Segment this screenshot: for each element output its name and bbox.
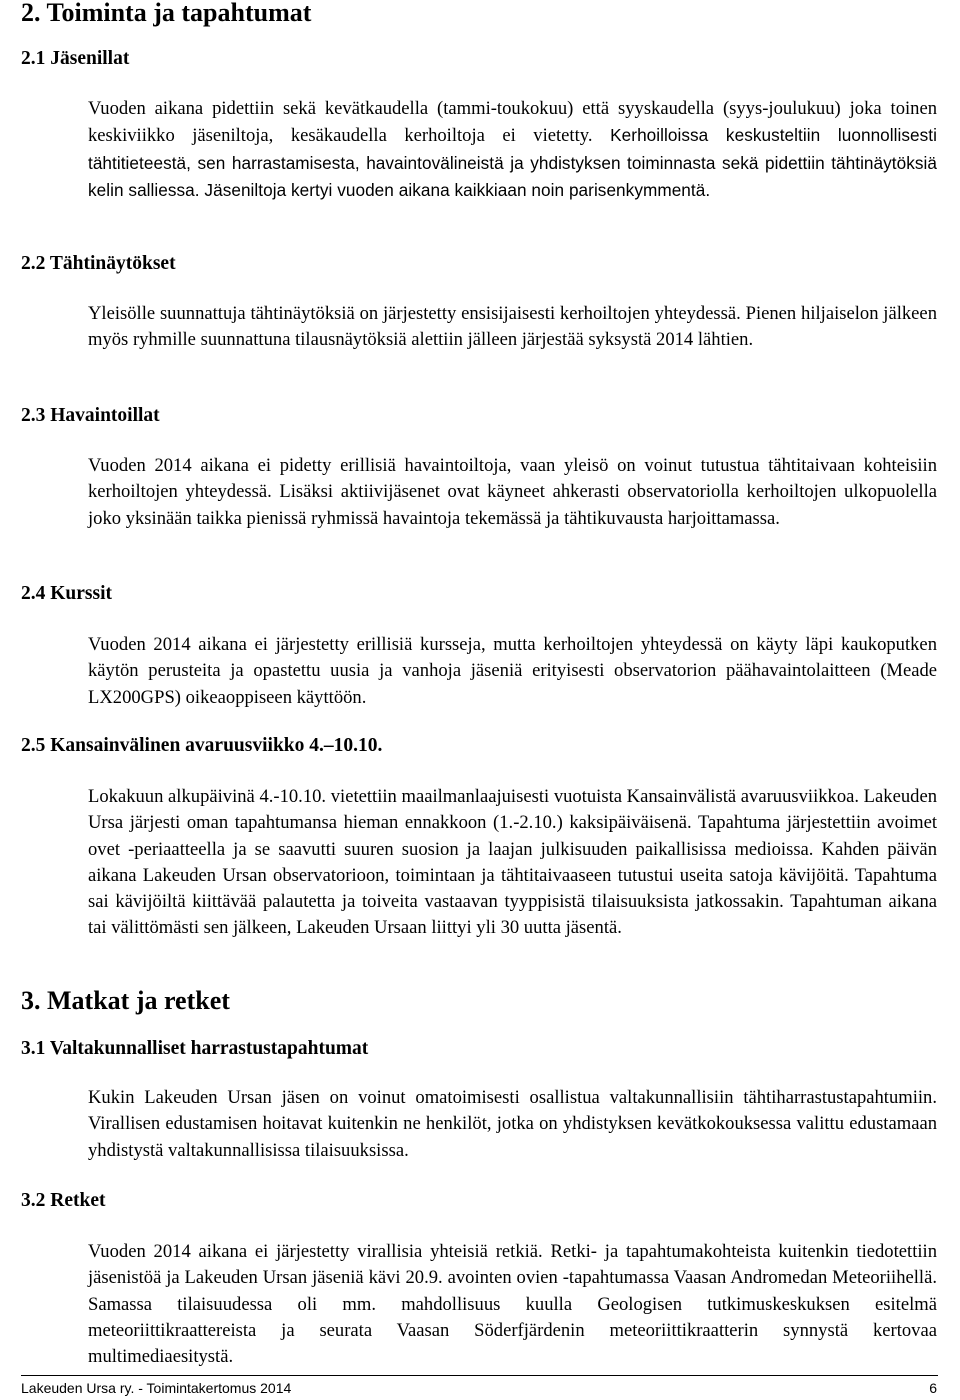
heading-2-5: 2.5 Kansainvälinen avaruusviikko 4.–10.10. [21,735,383,756]
heading-section-3: 3. Matkat ja retket [21,986,230,1015]
paragraph-2-5: Lokakuun alkupäivinä 4.-10.10. vietettiin maailmanlaajuisesti vuotuista Kansainvälistä avaruusviikkoa. Lakeuden Ursa järjesti oman tapahtumansa hieman ennakkoon (1.-2.10.) kaksipäiväisenä. Tapahtuma järjestettiin avoimet ovet -periaatteella ja se saavutti suuren suosion ja laajan julkisuuden paikallisissa medioissa. Kahden päivän aikana Lakeuden Ursan observatorioon, toimintaan ja tähtitaivaaseen tutustui useita satoja kävijöitä. Tapahtuma sai kävijöiltä kiittävää palautetta ja toiveita vastaavan tyyppisistä tilaisuuksista jatkossakin. Tapahtuman aikana tai välittömästi sen jälkeen, Lakeuden Ursaan liittyi yli 30 uutta jäsentä. [88,786,937,939]
footer-divider [21,1375,938,1376]
heading-2-1: 2.1 Jäsenillat [21,48,130,69]
paragraph-3-1: Kukin Lakeuden Ursan jäsen on voinut omatoimisesti osallistua valtakunnallisiin tähtiharrastustapahtumiin. Virallisen edustamisen hoitavat kuitenkin ne henkilöt, jotka on yhdistyksen kevätkokouksessa valittu edustamaan yhdistystä valtakunnallisissa tilaisuuksissa. [88,1087,937,1161]
footer-title: Lakeuden Ursa ry. - Toimintakertomus 2014 [21,1380,292,1396]
paragraph-2-3: Vuoden 2014 aikana ei pidetty erillisiä havaintoiltoja, vaan yleisö on voinut tutustua tähtitaivaan kohteisiin kerhoiltojen yhteydessä. Lisäksi aktiivijäsenet ovat käyneet ahkerasti observatoriolla kerhoiltojen ulkopuolella joko yksinään taikka pienissä ryhmissä havaintoja tekemässä ja tähtikuvausta harjoittamassa. [88,455,937,529]
paragraph-3-2: Vuoden 2014 aikana ei järjestetty virallisia yhteisiä retkiä. Retki- ja tapahtumakohteista kuitenkin tiedotettiin jäsenistöä ja Lakeuden Ursan jäseniä kävi 20.9. avointen ovien -tapahtumassa Vaasan Andromedan Meteoriihellä. Samassa tilaisuudessa oli mm. mahdollisuus kuulla Geologisen tutkimuskeskuksen esitelmä meteoriittikraattereista ja seurata Vaasan Söderfjärdenin meteoriittikraatterin synnystä kertovaa multimediaesitystä. [88,1241,937,1368]
heading-2-3: 2.3 Havaintoillat [21,405,160,426]
paragraph-2-2: Yleisölle suunnattuja tähtinäytöksiä on järjestetty ensisijaisesti kerhoiltojen yhteydessä. Pienen hiljaiselon jälkeen myös ryhmille suunnattuna tilausnäytöksiä alettiin jälleen järjestää syksystä 2014 lähtien. [88,303,937,351]
heading-2-4: 2.4 Kurssit [21,583,113,604]
heading-section-2: 2. Toiminta ja tapahtumat [21,0,312,27]
page-number: 6 [929,1380,937,1396]
heading-3-2: 3.2 Retket [21,1190,106,1211]
heading-3-1: 3.1 Valtakunnalliset harrastustapahtumat [21,1038,369,1059]
heading-2-2: 2.2 Tähtinäytökset [21,253,176,274]
paragraph-2-4: Vuoden 2014 aikana ei järjestetty erillisiä kursseja, mutta kerhoiltojen yhteydessä on käyty läpi kaukoputken käytön perusteita ja opastettu uusia ja vanhoja jäseniä erityisesti observatorion päähavaintolaitteen (Meade LX200GPS) oikeaoppiseen käyttöön. [88,634,937,708]
paragraph-2-1-a: Vuoden aikana pidettiin sekä kevätkaudella (tammi-toukokuu) että syyskaudella (syys-joulukuu) joka toinen keskiviikko jäseniltoja, kesäkaudella kerhoiltoja ei vietetty. Kerhoilloissa keskusteltiin luonnollisesti tähtitieteestä, sen harrastamisesta, havaintovälineistä ja yhdistyksen toiminnasta sekä pidettiin tähtinäytöksiä kelin salliessa. Jäseniltoja kertyi vuoden aikana kaikkiaan noin parisenkymmentä. [88,98,937,200]
paragraph-2-1-b-inline: Kerhoilloissa keskusteltiin luonnollisesti tähtitieteestä, sen harrastamisesta, havaintovälineistä ja yhdistyksen toiminnasta sekä pidettiin tähtinäytöksiä kelin salliessa. Jäseniltoja kertyi vuoden aikana kaikkiaan noin parisenkymmentä. [88,125,937,200]
